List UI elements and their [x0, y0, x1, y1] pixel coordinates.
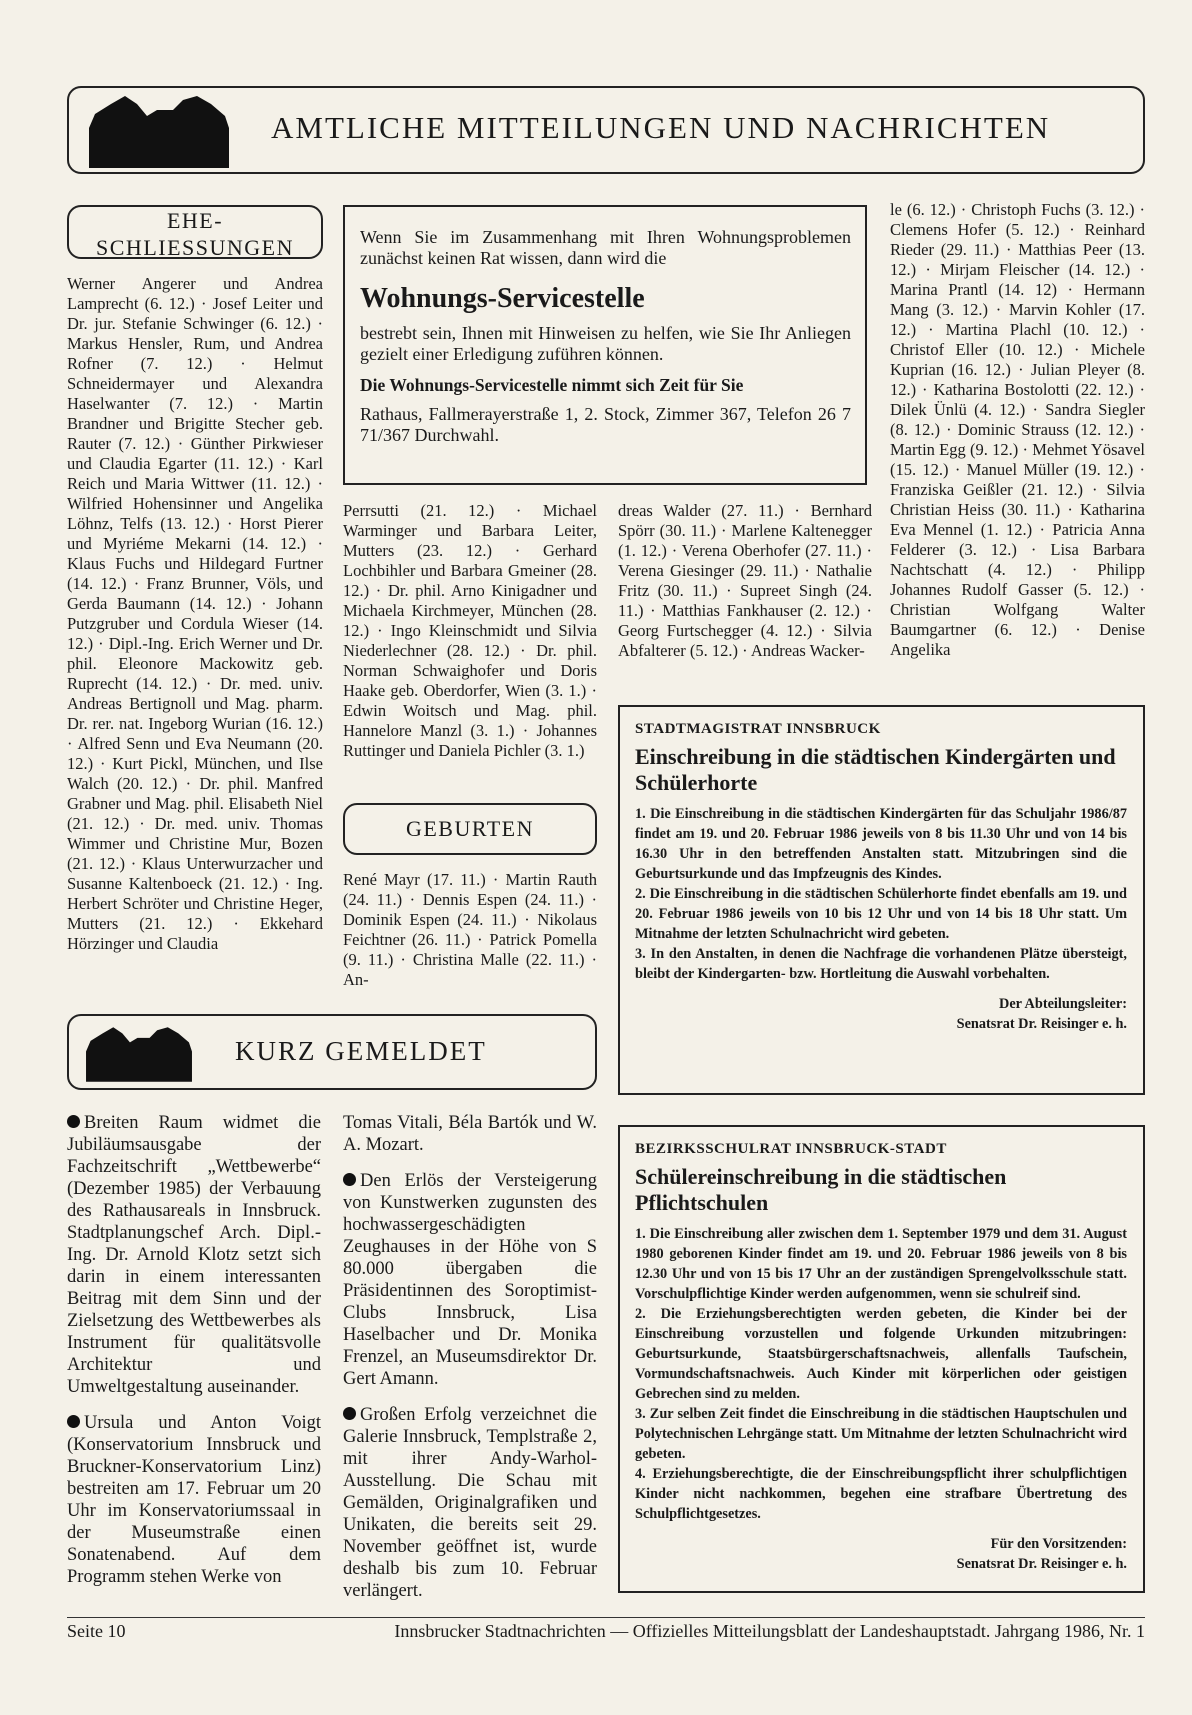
kurz-item-2-cont: Tomas Vitali, Béla Bartók und W. A. Mozart. — [343, 1113, 597, 1155]
footer-publication: Innsbrucker Stadtnachrichten — Offizielles Mitteilungsblatt der Landeshauptstadt. Jahrgang 1986, Nr. 1 — [394, 1621, 1145, 1641]
kindergarten-p2: 2. Die Einschreibung in die städtischen Schülerhorte findet ebenfalls am 19. und 20. Februar 1986 jeweils von 10 bis 12 Uhr und von 14 bis 18 Uhr statt. Um Mitnahme der letzten Schulnachricht wird gebeten. — [635, 886, 1127, 942]
kindergarten-p1: 1. Die Einschreibung in die städtischen Kindergärten für das Schuljahr 1986/87 findet am 19. und 20. Februar 1986 jeweils von 8 bis 11.30 Uhr und von 14 bis 16.30 Uhr in den betreffenden Anstalten statt. Mitzubringen sind die Geburtsurkunde und das Impfzeugnis des Kindes. — [635, 806, 1127, 882]
geburten-names-col2: René Mayr (17. 11.) · Martin Rauth (24. 11.) · Dennis Espen (24. 11.) · Dominik Espen (24. 11.) · Nikolaus Feichtner (26. 11.) · Patrick Pomella (9. 11.) · Christina Malle (22. 11.) · An- — [343, 870, 597, 989]
schule-sign1: Für den Vorsitzenden: — [990, 1536, 1127, 1552]
kindergarten-sign1: Der Abteilungsleiter: — [999, 996, 1127, 1012]
geburten-names-col3: dreas Walder (27. 11.) · Bernhard Spörr (30. 11.) · Marlene Kaltenegger (1. 12.) · Verena Oberhofer (27. 11.) · Verena Giesinger (29. 11.) · Nathalie Fritz (30. 11.) · Supreet Singh (24. 11.) · Matthias Fankhauser (2. 12.) · Georg Furtschegger (4. 12.) · Silvia Abfalterer (5. 12.) · Andreas Wacker- — [618, 501, 872, 660]
kurz-title: KURZ GEMELDET — [235, 1036, 487, 1066]
schule-title: Schülereinschreibung in die städtischen Pflichtschulen — [635, 1164, 1007, 1215]
wohnung-address: Rathaus, Fallmerayerstraße 1, 2. Stock, Zimmer 367, Telefon 26 7 71/367 Durchwahl. — [360, 404, 851, 445]
section-title-geburten — [343, 803, 597, 855]
wohnung-bold-line: Die Wohnungs-Servicestelle nimmt sich Zeit für Sie — [360, 375, 744, 395]
geburten-names-col4: le (6. 12.) · Christoph Fuchs (3. 12.) · Clemens Hofer (5. 12.) · Reinhard Rieder (29. 11.) · Matthias Peer (13. 12.) · Mirjam Fleischer (14. 12.) · Marina Prantl (14. 12) · Hermann Mang (3. 12.) · Marvin Kohler (17. 12.) · Martina Plachl (10. 12.) · Christof Eller (10. 12.) · Michele Kuprian (16. 12.) · Julian Pleyer (8. 12.) · Katharina Bostolotti (22. 12.) · Dilek Ünlü (4. 12.) · Sandra Siegler (8. 12.) · Dominic Strauss (12. 12.) · Martin Egg (9. 12.) · Mehmet Yösavel (15. 12.) · Manuel Müller (19. 12.) · Franziska Geißler (21. 12.) · Silvia Christian Heiss (30. 11.) · Katharina Eva Mennel (1. 12.) · Patricia Anna Felderer (3. 12.) · Lisa Barbara Nachtschatt (4. 12.) · Philipp Johannes Rudolf Gasser (5. 12.) · Christian Wolfgang Walter Baumgartner (6. 12.) · Denise Angelika — [890, 200, 1145, 659]
kurz-item-2: Ursula und Anton Voigt (Konservatorium Innsbruck und Bruckner-Konservatorium Linz) bestreiten am 17. Februar um 20 Uhr im Konservatoriumssaal in der Museumstraße einen Sonatenabend. Auf dem Programm stehen Werke von — [67, 1413, 321, 1587]
schule-authority: BEZIRKSSCHULRAT INNSBRUCK-STADT — [635, 1141, 947, 1157]
wohnung-title: Wohnungs-Servicestelle — [360, 283, 645, 314]
section-title-eheschliessungen — [67, 205, 323, 259]
kurz-col1 — [67, 1112, 321, 1602]
ehe-title-line1: EHE- — [166, 208, 224, 233]
kindergarten-notice-box — [618, 705, 1145, 1095]
geburten-title: GEBURTEN — [405, 816, 534, 841]
header-title: AMTLICHE MITTEILUNGEN UND NACHRICHTEN — [271, 110, 1051, 145]
schule-p4: 4. Erziehungsberechtigte, die der Einschreibungspflicht ihrer schulpflichtigen Kinder nicht nachkommen, begehen eine strafbare Übertretung des Schulpflichtgesetzes. — [635, 1466, 1127, 1522]
schule-p2: 2. Die Erziehungsberechtigten werden gebeten, die Kinder bei der Einschreibung vorzustellen und folgende Urkunden mitzubringen: Geburtsurkunde, Staatsbürgerschaftsnachweis, allenfalls Taufschein, Vormundschaftsnachweis. Auch Kinder mit körperlichen oder geistigen Gebrechen sind zu melden. — [635, 1306, 1127, 1402]
ehe-names: Werner Angerer und Andrea Lamprecht (6. 12.) · Josef Leiter und Dr. jur. Stefanie Schwinger (6. 12.) · Markus Hensler, Rum, und Andrea Rofner (7. 12.) · Helmut Schneidermayer und Alexandra Haselwanter (7. 12.) · Martin Brandner und Brigitte Stecher geb. Rauter (7. 12.) · Günther Pirkwieser und Claudia Egarter (11. 12.) · Karl Reich und Maria Wittwer (11. 12.) · Wilfried Hohensinner und Angelika Löhnz, Telfs (13. 12.) · Horst Pierer und Myriéme Mekarni (14. 12.) · Klaus Fuchs und Hildegard Furtner (14. 12.) · Franz Brunner, Völs, und Gerda Baumann (14. 12.) · Johann Putzgruber und Cordula Wieser (14. 12.) · Dipl.-Ing. Erich Werner und Dr. phil. Eleonore Mackowitz geb. Ruprecht (14. 12.) · Dr. med. univ. Andreas Bertignoll und Mag. pharm. Dr. rer. nat. Ingeborg Wurian (16. 12.) · Alfred Senn und Eva Neumann (20. 12.) · Kurt Pickl, München, und Ilse Walch (20. 12.) · Dr. phil. Manfred Grabner und Mag. phil. Elisabeth Niel (21. 12.) · Dr. med. univ. Thomas Wimmer und Christine Mur, Bozen (21. 12.) · Klaus Unterwurzacher und Susanne Kaltenboeck (21. 12.) · Ing. Herbert Schröter und Christine Heger, Mutters (21. 12.) · Ekkehard Hörzinger und Claudia — [67, 274, 323, 953]
section-header-amtliche — [67, 86, 1145, 174]
schule-p3: 3. Zur selben Zeit findet die Einschreibung in die städtischen Hauptschulen und Polytechnischen Lehrgänge statt. Um Mitnahme der letzten Schulnachricht wird gebeten. — [635, 1406, 1127, 1462]
footer-rule — [67, 1617, 1145, 1618]
kindergarten-p3: 3. In den Anstalten, in denen die Nachfrage die vorhandenen Plätze übersteigt, bleibt der Kindergarten- bzw. Hortleitung die Auswahl vorbehalten. — [635, 946, 1127, 982]
schule-sign2: Senatsrat Dr. Reisinger e. h. — [956, 1556, 1127, 1572]
geburten-text-col3 — [618, 501, 872, 685]
kindergarten-authority: STADTMAGISTRAT INNSBRUCK — [635, 721, 881, 737]
geburten-text-col2 — [343, 870, 597, 992]
bullet-icon — [67, 1115, 80, 1128]
ehe-names-cont: Perrsutti (21. 12.) · Michael Warminger und Barbara Leiter, Mutters (23. 12.) · Gerhard Lochbihler und Barbara Gmeiner (28. 12.) · Dr. phil. Arno Kinigadner und Michaela Kirchmeyer, München (28. 12.) · Ingo Kleinschmidt und Silvia Niederlechner (28. 12.) · Dr. phil. Norman Schwaighofer und Doris Haake geb. Oberdorfer, Wien (3. 1.) · Edwin Woitsch und Mag. phil. Hannelore Manzl (3. 1.) · Johannes Ruttinger und Daniela Pichler (3. 1.) — [343, 501, 597, 760]
kurz-item-3: Den Erlös der Versteigerung von Kunstwerken zugunsten des hochwassergeschädigten Zeughauses in der Höhe von S 80.000 übergaben die Präsidentinnen des Soroptimist-Clubs Innsbruck, Lisa Haselbacher und Dr. Monika Frenzel, an Museumsdirektor Dr. Gert Amann. — [343, 1171, 597, 1389]
ehe-text-col1 — [67, 274, 323, 986]
city-silhouette-logo — [85, 92, 233, 168]
bullet-icon — [343, 1407, 356, 1420]
schule-p1: 1. Die Einschreibung aller zwischen dem 1. September 1979 und dem 31. August 1980 geborenen Kinder findet am 19. und 20. Februar 1986 jeweils von 8 bis 12.30 Uhr und von 15 bis 17 Uhr an der zuständigen Sprengelvolksschule statt. Vorschulpflichtige Kinder werden aufgenommen, wenn sie schulreif sind. — [635, 1226, 1127, 1302]
bullet-icon — [67, 1415, 80, 1428]
kurz-item-1: Breiten Raum widmet die Jubiläumsausgabe der Fachzeitschrift „Wettbewerbe“ (Dezember 1985) der Verbauung des Rathausareals in Innsbruck. Stadtplanungschef Arch. Dipl.-Ing. Dr. Arnold Klotz setzt sich darin in einem interessanten Beitrag mit dem Sinn und der Zielsetzung des Wettbewerbes als Instrument für qualitätsvolle Architektur und Umweltgestaltung auseinander. — [67, 1113, 321, 1397]
geburten-text-col4 — [890, 200, 1145, 686]
wohnung-body: bestrebt sein, Ihnen mit Hinweisen zu helfen, wie Sie Ihr Anliegen gezielt einer Erledigung zuführen können. — [360, 323, 851, 364]
wohnungs-servicestelle-box — [343, 205, 867, 485]
bullet-icon — [343, 1173, 356, 1186]
wohnung-intro: Wenn Sie im Zusammenhang mit Ihren Wohnungsproblemen zunächst keinen Rat wissen, dann wird die — [360, 227, 851, 268]
city-silhouette-logo — [83, 1022, 195, 1084]
section-header-kurz-gemeldet — [67, 1014, 597, 1090]
kindergarten-title: Einschreibung in die städtischen Kindergärten und Schülerhorte — [635, 744, 1116, 795]
schule-notice-box — [618, 1125, 1145, 1593]
ehe-text-col2 — [343, 501, 597, 787]
footer-page-number: Seite 10 — [67, 1621, 126, 1641]
kindergarten-sign2: Senatsrat Dr. Reisinger e. h. — [956, 1016, 1127, 1032]
ehe-title-line2: SCHLIESSUNGEN — [96, 235, 294, 260]
kurz-item-4: Großen Erfolg verzeichnet die Galerie Innsbruck, Templstraße 2, mit ihrer Andy-Warhol-Ausstellung. Die Schau mit Gemälden, Originalgrafiken und Unikaten, die bereits seit 29. November geöffnet ist, wurde deshalb bis zum 10. Februar verlängert. — [343, 1405, 597, 1601]
kurz-col2 — [343, 1112, 597, 1602]
